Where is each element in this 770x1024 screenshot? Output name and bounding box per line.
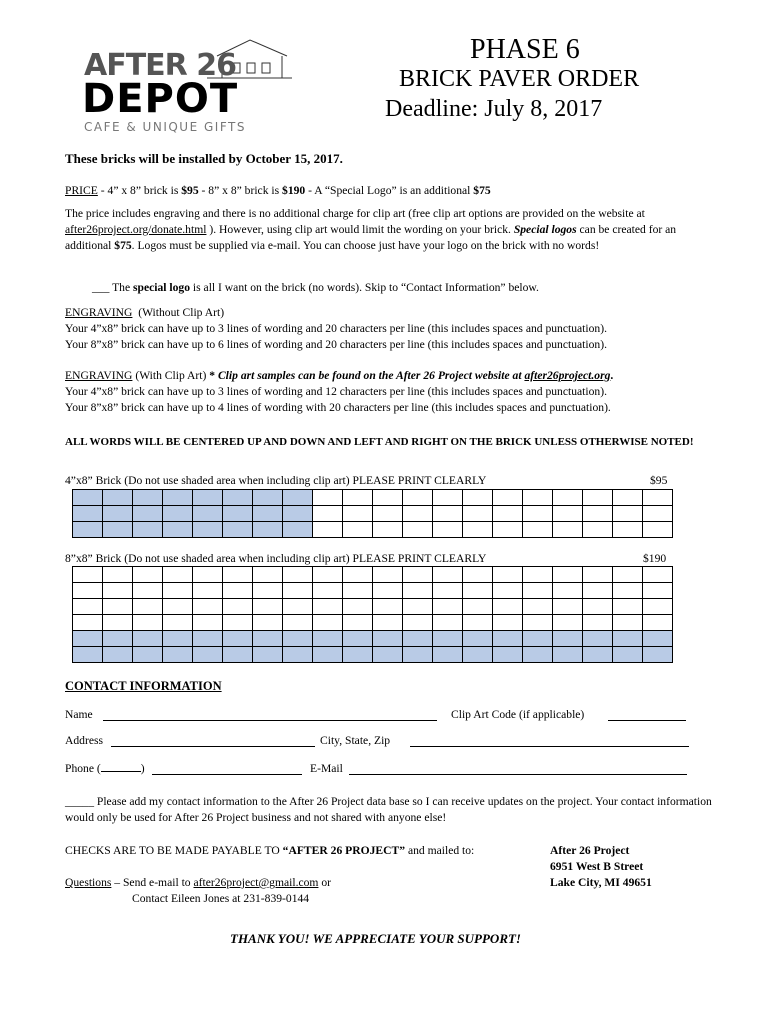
- letter-cell[interactable]: [583, 567, 613, 583]
- letter-cell[interactable]: [433, 583, 463, 599]
- clipart-code-label: Clip Art Code (if applicable): [451, 708, 585, 721]
- letter-cell[interactable]: [613, 615, 643, 631]
- letter-cell[interactable]: [163, 490, 193, 506]
- letter-cell[interactable]: [343, 631, 373, 647]
- grid-row: [73, 599, 673, 615]
- letter-cell[interactable]: [103, 506, 133, 522]
- letter-cell[interactable]: [313, 599, 343, 615]
- letter-cell[interactable]: [463, 506, 493, 522]
- grid-row: [73, 631, 673, 647]
- letter-cell[interactable]: [163, 583, 193, 599]
- letter-cell[interactable]: [223, 599, 253, 615]
- letter-cell[interactable]: [463, 583, 493, 599]
- letter-cell[interactable]: [643, 599, 673, 615]
- letter-cell[interactable]: [463, 567, 493, 583]
- letter-cell[interactable]: [613, 647, 643, 663]
- brick8-label: 8”x8” Brick (Do not use shaded area when including clip art) PLEASE PRINT CLEARLY: [65, 552, 487, 565]
- grid-row: [73, 567, 673, 583]
- letter-cell[interactable]: [553, 506, 583, 522]
- price-paragraph: The price includes engraving and there is no additional charge for clip art (free clip art options are provided on the website at after26project.org/donate.html ). However, using clip art would limit the wording on your brick. Special logos can be created for an additional $75. Logos must be supplied via e-mail. You can choose just have your logo on the brick with no words!: [65, 207, 677, 252]
- letter-cell[interactable]: [433, 599, 463, 615]
- letter-cell[interactable]: [253, 599, 283, 615]
- letter-cell[interactable]: [73, 506, 103, 522]
- letter-cell[interactable]: [73, 490, 103, 506]
- letter-cell[interactable]: [133, 599, 163, 615]
- mailing-address: After 26 Project 6951 West B Street Lake City, MI 49651: [550, 844, 652, 889]
- letter-cell[interactable]: [523, 647, 553, 663]
- logo-depot: DEPOT: [82, 76, 239, 122]
- letter-cell[interactable]: [103, 522, 133, 538]
- engraving-with-clipart: ENGRAVING (With Clip Art) * Clip art samples can be found on the After 26 Project website at after26project.org. Your 4”x8” brick can have up to 3 lines of wording and 12 characters per line (this includes spaces and punctuation). Your 8”x8” brick can have up to 4 lines of wording with 20 characters per line (this includes spaces and punctuation).: [65, 369, 614, 414]
- letter-cell[interactable]: [133, 631, 163, 647]
- letter-cell[interactable]: [253, 631, 283, 647]
- letter-cell[interactable]: [583, 615, 613, 631]
- letter-cell[interactable]: [193, 599, 223, 615]
- letter-cell[interactable]: [103, 647, 133, 663]
- letter-cell[interactable]: [433, 647, 463, 663]
- letter-cell[interactable]: [643, 522, 673, 538]
- letter-cell[interactable]: [463, 490, 493, 506]
- letter-cell[interactable]: [283, 490, 313, 506]
- letter-cell[interactable]: [193, 506, 223, 522]
- letter-cell[interactable]: [643, 583, 673, 599]
- letter-cell[interactable]: [343, 522, 373, 538]
- phone-field[interactable]: [152, 774, 302, 775]
- letter-cell[interactable]: [583, 599, 613, 615]
- letter-cell[interactable]: [493, 599, 523, 615]
- letter-cell[interactable]: [373, 647, 403, 663]
- area-code-field[interactable]: [101, 771, 141, 772]
- letter-cell[interactable]: [313, 522, 343, 538]
- letter-cell[interactable]: [643, 567, 673, 583]
- letter-cell[interactable]: [133, 615, 163, 631]
- letter-cell[interactable]: [613, 506, 643, 522]
- letter-cell[interactable]: [523, 522, 553, 538]
- letter-cell[interactable]: [343, 506, 373, 522]
- letter-cell[interactable]: [283, 599, 313, 615]
- letter-cell[interactable]: [313, 631, 343, 647]
- letter-cell[interactable]: [193, 647, 223, 663]
- grid-row: [73, 522, 673, 538]
- letter-cell[interactable]: [193, 490, 223, 506]
- letter-cell[interactable]: [373, 599, 403, 615]
- letter-cell[interactable]: [343, 567, 373, 583]
- letter-cell[interactable]: [193, 567, 223, 583]
- website-link[interactable]: after26project.org: [524, 369, 611, 382]
- letter-cell[interactable]: [103, 599, 133, 615]
- letter-cell[interactable]: [163, 631, 193, 647]
- letter-cell[interactable]: [523, 615, 553, 631]
- letter-cell[interactable]: [343, 599, 373, 615]
- phase-title: PHASE 6: [470, 34, 580, 65]
- letter-cell[interactable]: [583, 647, 613, 663]
- letter-cell[interactable]: [553, 631, 583, 647]
- letter-cell[interactable]: [403, 506, 433, 522]
- letter-cell[interactable]: [163, 647, 193, 663]
- letter-cell[interactable]: [343, 583, 373, 599]
- brick4-label: 4”x8” Brick (Do not use shaded area when including clip art) PLEASE PRINT CLEARLY: [65, 474, 487, 487]
- letter-cell[interactable]: [493, 522, 523, 538]
- letter-cell[interactable]: [553, 599, 583, 615]
- price-label: PRICE: [65, 184, 98, 197]
- letter-cell[interactable]: [313, 647, 343, 663]
- brick8-price: $190: [643, 552, 667, 565]
- letter-cell[interactable]: [583, 490, 613, 506]
- letter-cell[interactable]: [523, 599, 553, 615]
- letter-cell[interactable]: [133, 522, 163, 538]
- letter-cell[interactable]: [313, 567, 343, 583]
- letter-cell[interactable]: [73, 647, 103, 663]
- city-label: City, State, Zip: [320, 734, 391, 747]
- letter-cell[interactable]: [433, 490, 463, 506]
- letter-cell[interactable]: [613, 490, 643, 506]
- letter-cell[interactable]: [283, 647, 313, 663]
- brick8-grid[interactable]: [72, 566, 673, 663]
- letter-cell[interactable]: [133, 567, 163, 583]
- letter-cell[interactable]: [253, 647, 283, 663]
- letter-cell[interactable]: [223, 490, 253, 506]
- letter-cell[interactable]: [523, 631, 553, 647]
- letter-cell[interactable]: [223, 506, 253, 522]
- letter-cell[interactable]: [433, 631, 463, 647]
- letter-cell[interactable]: [193, 631, 223, 647]
- letter-cell[interactable]: [253, 583, 283, 599]
- letter-cell[interactable]: [493, 490, 523, 506]
- letter-cell[interactable]: [193, 583, 223, 599]
- letter-cell[interactable]: [133, 506, 163, 522]
- letter-cell[interactable]: [373, 506, 403, 522]
- address-field[interactable]: [111, 746, 315, 747]
- letter-cell[interactable]: [103, 631, 133, 647]
- clipart-code-field[interactable]: [608, 720, 686, 721]
- contact-email-link[interactable]: after26project@gmail.com: [193, 876, 319, 889]
- letter-cell[interactable]: [583, 506, 613, 522]
- install-note: These bricks will be installed by October 15, 2017.: [65, 151, 343, 166]
- engraving-without-clipart: ENGRAVING (Without Clip Art) Your 4”x8” brick can have up to 3 lines of wording and 20 characters per line (this includes spaces and punctuation). Your 8”x8” brick can have up to 6 lines of wording and 20 characters per line (this includes spaces and punctuation).: [65, 306, 607, 351]
- contact-phone: Contact Eileen Jones at 231-839-0144: [132, 892, 310, 905]
- letter-cell[interactable]: [253, 567, 283, 583]
- brick4-price: $95: [650, 474, 668, 487]
- letter-cell[interactable]: [403, 567, 433, 583]
- questions-line: Questions – Send e-mail to after26project@gmail.com or: [65, 876, 332, 889]
- thank-you: THANK YOU! WE APPRECIATE YOUR SUPPORT!: [230, 931, 521, 946]
- letter-cell[interactable]: [73, 522, 103, 538]
- letter-cell[interactable]: [553, 647, 583, 663]
- letter-cell[interactable]: [523, 567, 553, 583]
- letter-cell[interactable]: [343, 490, 373, 506]
- grid-row: [73, 583, 673, 599]
- letter-cell[interactable]: [73, 615, 103, 631]
- letter-cell[interactable]: [343, 647, 373, 663]
- letter-cell[interactable]: [553, 522, 583, 538]
- letter-cell[interactable]: [463, 647, 493, 663]
- letter-cell[interactable]: [313, 490, 343, 506]
- letter-cell[interactable]: [253, 490, 283, 506]
- email-label: E-Mail: [310, 762, 343, 775]
- letter-cell[interactable]: [643, 647, 673, 663]
- letter-cell[interactable]: [223, 583, 253, 599]
- donate-link[interactable]: after26project.org/donate.html: [65, 223, 207, 236]
- letter-cell[interactable]: [433, 615, 463, 631]
- letter-cell[interactable]: [373, 522, 403, 538]
- letter-cell[interactable]: [253, 615, 283, 631]
- letter-cell[interactable]: [373, 631, 403, 647]
- letter-cell[interactable]: [433, 506, 463, 522]
- letter-cell[interactable]: [163, 599, 193, 615]
- letter-cell[interactable]: [193, 522, 223, 538]
- letter-cell[interactable]: [283, 615, 313, 631]
- letter-cell[interactable]: [613, 631, 643, 647]
- letter-cell[interactable]: [223, 615, 253, 631]
- checks-payable: CHECKS ARE TO BE MADE PAYABLE TO “AFTER 26 PROJECT” and mailed to:: [65, 844, 475, 857]
- grid-row: [73, 490, 673, 506]
- letter-cell[interactable]: [463, 522, 493, 538]
- database-optin[interactable]: _____ Please add my contact information to the After 26 Project data base so I can receive updates on the project. Your contact information would only be used for After 26 Project business and not shared with anyone else!: [65, 795, 712, 824]
- letter-cell[interactable]: [583, 522, 613, 538]
- letter-cell[interactable]: [133, 647, 163, 663]
- letter-cell[interactable]: [73, 583, 103, 599]
- letter-cell[interactable]: [373, 583, 403, 599]
- letter-cell[interactable]: [223, 631, 253, 647]
- letter-cell[interactable]: [463, 631, 493, 647]
- letter-cell[interactable]: [553, 490, 583, 506]
- letter-cell[interactable]: [463, 599, 493, 615]
- letter-cell[interactable]: [643, 631, 673, 647]
- letter-cell[interactable]: [553, 567, 583, 583]
- letter-cell[interactable]: [403, 583, 433, 599]
- depot-logo: [82, 38, 297, 138]
- deadline: Deadline: July 8, 2017: [385, 96, 603, 122]
- phone-label: Phone ( ): [65, 762, 145, 775]
- letter-cell[interactable]: [613, 522, 643, 538]
- letter-cell[interactable]: [403, 522, 433, 538]
- letter-cell[interactable]: [103, 583, 133, 599]
- letter-cell[interactable]: [223, 567, 253, 583]
- special-logo-option[interactable]: ___ The special logo is all I want on the brick (no words). Skip to “Contact Information” below.: [92, 281, 539, 294]
- letter-cell[interactable]: [283, 522, 313, 538]
- letter-cell[interactable]: [433, 522, 463, 538]
- name-field[interactable]: [103, 720, 437, 721]
- letter-cell[interactable]: [463, 615, 493, 631]
- order-title: BRICK PAVER ORDER: [399, 66, 640, 92]
- address-label: Address: [65, 734, 103, 747]
- brick4-grid[interactable]: [72, 489, 673, 538]
- letter-cell[interactable]: [493, 583, 523, 599]
- letter-cell[interactable]: [583, 631, 613, 647]
- letter-cell[interactable]: [283, 631, 313, 647]
- letter-cell[interactable]: [613, 599, 643, 615]
- grid-row: [73, 506, 673, 522]
- letter-cell[interactable]: [523, 583, 553, 599]
- letter-cell[interactable]: [133, 583, 163, 599]
- city-state-zip-field[interactable]: [410, 746, 689, 747]
- letter-cell[interactable]: [403, 615, 433, 631]
- letter-cell[interactable]: [403, 631, 433, 647]
- letter-cell[interactable]: [493, 615, 523, 631]
- letter-cell[interactable]: [643, 615, 673, 631]
- letter-cell[interactable]: [103, 567, 133, 583]
- letter-cell[interactable]: [613, 567, 643, 583]
- letter-cell[interactable]: [163, 522, 193, 538]
- letter-cell[interactable]: [493, 647, 523, 663]
- letter-cell[interactable]: [163, 615, 193, 631]
- letter-cell[interactable]: [403, 647, 433, 663]
- letter-cell[interactable]: [553, 615, 583, 631]
- letter-cell[interactable]: [373, 615, 403, 631]
- letter-cell[interactable]: [493, 506, 523, 522]
- name-label: Name: [65, 708, 93, 721]
- letter-cell[interactable]: [343, 615, 373, 631]
- letter-cell[interactable]: [313, 583, 343, 599]
- price-line: PRICE - 4” x 8” brick is $95 - 8” x 8” brick is $190 - A “Special Logo” is an additional $75: [65, 184, 491, 197]
- letter-cell[interactable]: [163, 567, 193, 583]
- letter-cell[interactable]: [73, 567, 103, 583]
- letter-cell[interactable]: [583, 583, 613, 599]
- centered-note: ALL WORDS WILL BE CENTERED UP AND DOWN AND LEFT AND RIGHT ON THE BRICK UNLESS OTHERWISE NOTED!: [65, 436, 694, 448]
- letter-cell[interactable]: [283, 506, 313, 522]
- letter-cell[interactable]: [313, 506, 343, 522]
- contact-heading: CONTACT INFORMATION: [65, 679, 222, 693]
- letter-cell[interactable]: [643, 506, 673, 522]
- logo-tagline: CAFE & UNIQUE GIFTS: [84, 120, 246, 134]
- letter-cell[interactable]: [313, 615, 343, 631]
- letter-cell[interactable]: [283, 567, 313, 583]
- letter-cell[interactable]: [73, 631, 103, 647]
- letter-cell[interactable]: [403, 599, 433, 615]
- logo-after26: AFTER 26: [84, 48, 236, 83]
- letter-cell[interactable]: [493, 567, 523, 583]
- letter-cell[interactable]: [373, 490, 403, 506]
- letter-cell[interactable]: [103, 490, 133, 506]
- letter-cell[interactable]: [73, 599, 103, 615]
- letter-cell[interactable]: [223, 522, 253, 538]
- letter-cell[interactable]: [493, 631, 523, 647]
- letter-cell[interactable]: [253, 506, 283, 522]
- letter-cell[interactable]: [523, 506, 553, 522]
- letter-cell[interactable]: [283, 583, 313, 599]
- letter-cell[interactable]: [163, 506, 193, 522]
- letter-cell[interactable]: [103, 615, 133, 631]
- letter-cell[interactable]: [613, 583, 643, 599]
- letter-cell[interactable]: [643, 490, 673, 506]
- letter-cell[interactable]: [403, 490, 433, 506]
- letter-cell[interactable]: [133, 490, 163, 506]
- letter-cell[interactable]: [223, 647, 253, 663]
- letter-cell[interactable]: [193, 615, 223, 631]
- letter-cell[interactable]: [523, 490, 553, 506]
- letter-cell[interactable]: [553, 583, 583, 599]
- letter-cell[interactable]: [433, 567, 463, 583]
- grid-row: [73, 647, 673, 663]
- letter-cell[interactable]: [373, 567, 403, 583]
- email-field[interactable]: [349, 774, 687, 775]
- grid-row: [73, 615, 673, 631]
- letter-cell[interactable]: [253, 522, 283, 538]
